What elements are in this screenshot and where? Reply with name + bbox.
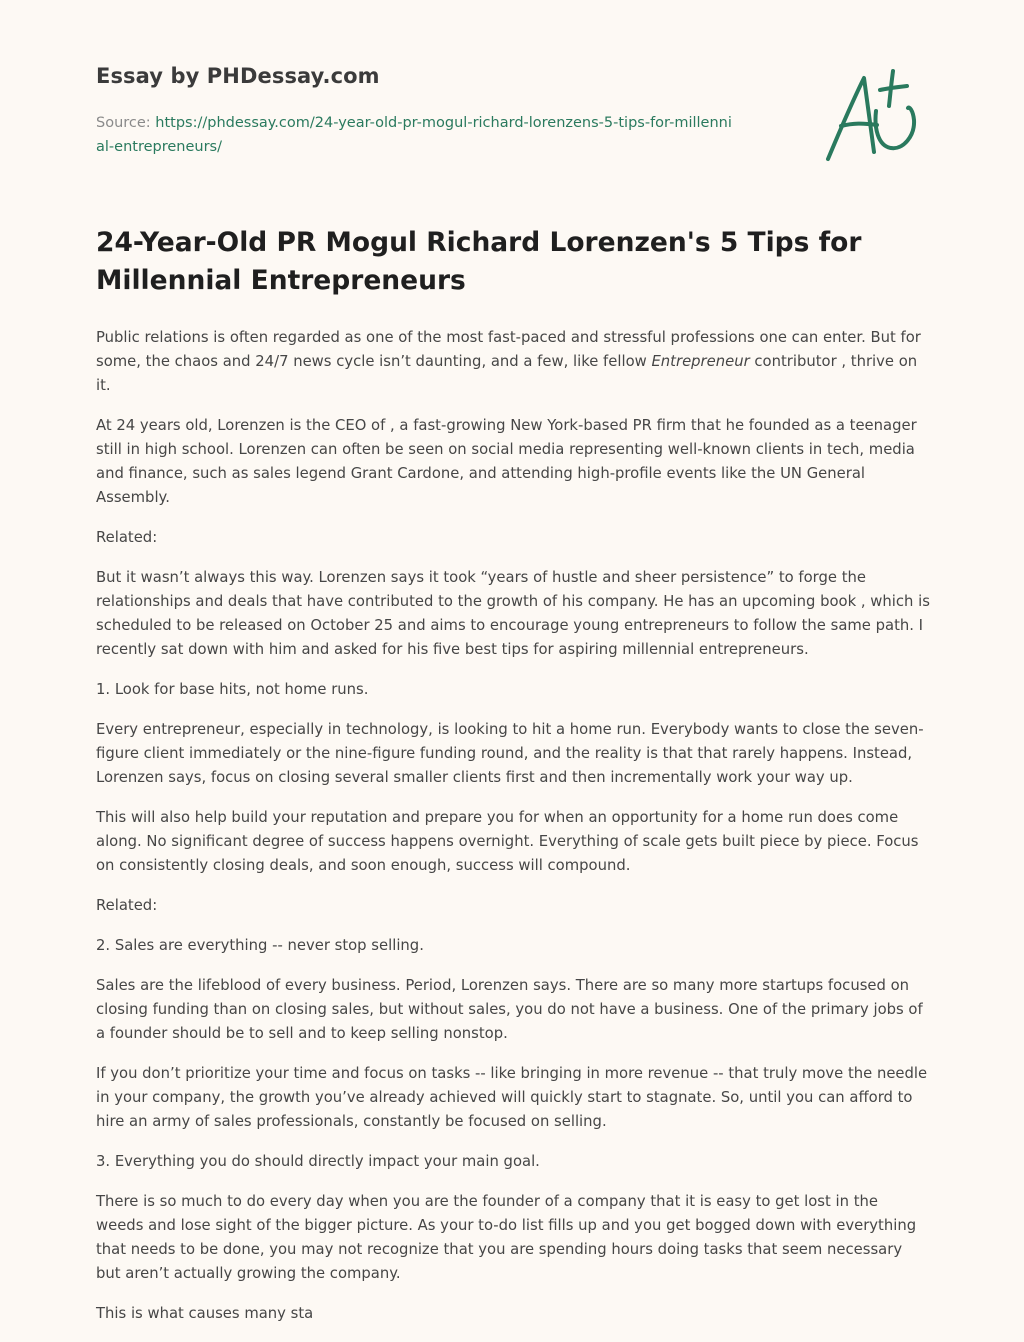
site-brand: Essay by PHDessay.com — [96, 64, 380, 88]
related-label: Related: — [96, 529, 158, 546]
article-title: 24-Year-Old PR Mogul Richard Lorenzen's 5 Tips for Millennial Entrepreneurs — [96, 227, 862, 296]
related-label: Related: — [96, 897, 158, 914]
tip-heading: 3. Everything you do should directly impact your main goal. — [96, 1153, 540, 1170]
paragraph: There is so much to do every day when you are the founder of a company that it is easy to get lost in the weeds and lose sight of the bigger picture. As your to-do list fills up and you get bogged down with everything that needs to be done, you may not recognize that you are spending hours doing tasks that seem necessary but aren’t actually growing the company. — [96, 1193, 917, 1282]
source-label: Source: — [96, 115, 156, 131]
tip-heading: 2. Sales are everything -- never stop selling. — [96, 937, 424, 954]
paragraph: At 24 years old, Lorenzen is the CEO of , a fast-growing New York-based PR firm that he founded as a teenager still in high school. Lorenzen can often be seen on social media representing well-known clients in tech, media and finance, such as sales legend Grant Cardone, and attending high-profile events like the UN General Assembly. — [96, 417, 917, 506]
paragraph: Every entrepreneur, especially in technology, is looking to hit a home run. Everybody wants to close the seven-figure client immediately or the nine-figure funding round, and the reality is that that rarely happens. Instead, Lorenzen says, focus on closing several smaller clients first and then incrementally work your way up. — [96, 721, 924, 786]
paragraph-truncated: This is what causes many sta — [96, 1305, 314, 1322]
paragraph: Sales are the lifeblood of every business. Period, Lorenzen says. There are so many more startups focused on closing funding than on closing sales, but without sales, you do not have a business. One of the primary jobs of a founder should be to sell and to keep selling nonstop. — [96, 977, 923, 1042]
tip-heading: 1. Look for base hits, not home runs. — [96, 681, 369, 698]
article-body — [96, 326, 930, 1342]
paragraph: This will also help build your reputation and prepare you for when an opportunity for a home run does come along. No significant degree of success happens overnight. Everything of scale gets built piece by piece. Focus on consistently closing deals, and soon enough, success will compound. — [96, 809, 919, 874]
source-link[interactable]: https://phdessay.com/24-year-old-pr-mogul-richard-lorenzens-5-tips-for-millennial-entrepreneurs/ — [96, 115, 732, 155]
publication-name: Entrepreneur — [651, 353, 750, 370]
source-line — [96, 111, 736, 159]
paragraph: Public relations is often regarded as one of the most fast-paced and stressful professions one can enter. But for some, the chaos and 24/7 news cycle isn’t daunting, and a few, like fellow Entrepreneur contributor , thrive on it. — [96, 329, 921, 394]
a-plus-grade-icon — [823, 66, 925, 166]
paragraph: If you don’t prioritize your time and focus on tasks -- like bringing in more revenue -- that truly move the needle in your company, the growth you’ve already achieved will quickly start to stagnate. So, until you can afford to hire an army of sales professionals, constantly be focused on selling. — [96, 1065, 928, 1130]
paragraph: But it wasn’t always this way. Lorenzen says it took “years of hustle and sheer persistence” to forge the relationships and deals that have contributed to the growth of his company. He has an upcoming book , which is scheduled to be released on October 25 and aims to encourage young entrepreneurs to follow the same path. I recently sat down with him and asked for his five best tips for aspiring millennial entrepreneurs. — [96, 569, 930, 658]
